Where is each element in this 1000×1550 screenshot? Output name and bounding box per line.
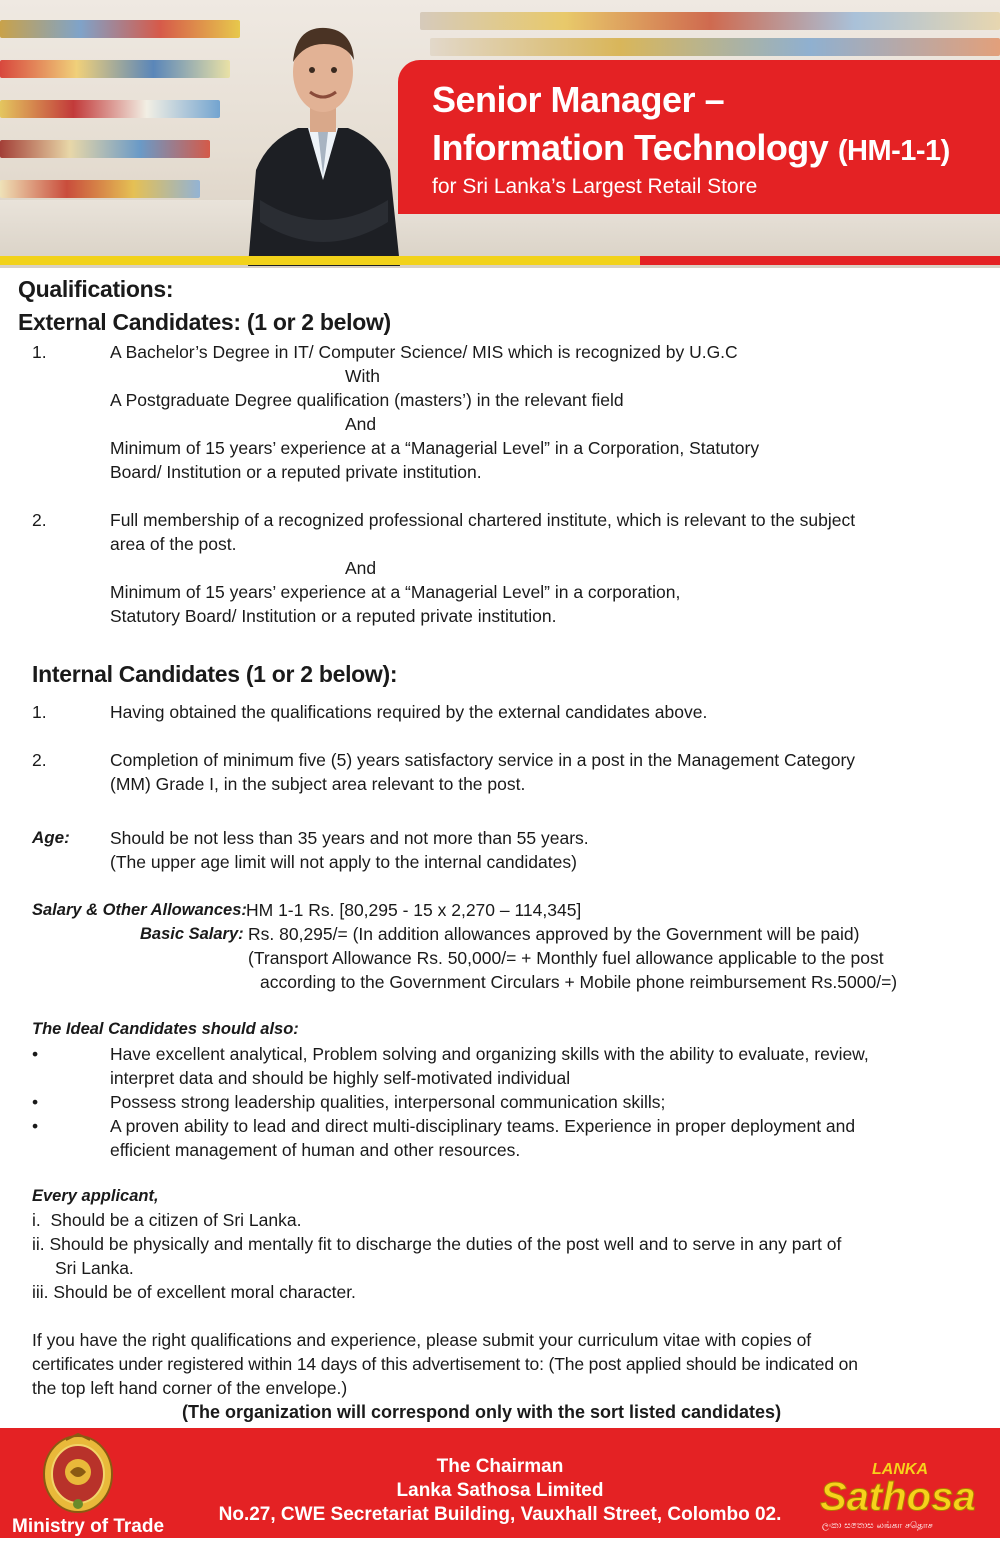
basic-salary-line: Rs. 80,295/= (In addition allowances approved by the Government will be paid)	[248, 924, 860, 944]
footer-address-line: Lanka Sathosa Limited	[396, 1480, 604, 1501]
external-item-line: Minimum of 15 years’ experience at a “Managerial Level” in a corporation,	[110, 582, 681, 602]
age-line: Should be not less than 35 years and not more than 55 years.	[110, 828, 589, 848]
applicant-item: i. Should be a citizen of Sri Lanka.	[32, 1210, 302, 1230]
bullet-icon: •	[32, 1092, 39, 1112]
job-title-box	[398, 60, 1000, 214]
job-title-line2	[432, 128, 950, 171]
external-item-line: Board/ Institution or a reputed private institution.	[110, 462, 482, 482]
qualifications-heading: Qualifications:	[18, 276, 174, 302]
logo-tagline: ලංකා සතොස லங்கா சதொச	[822, 1521, 933, 1531]
shelf-decoration	[0, 20, 240, 38]
basic-salary-line: according to the Government Circulars + Mobile phone reimbursement Rs.5000/=)	[260, 972, 898, 992]
submission-line: If you have the right qualifications and experience, please submit your curriculum vitae with copies of	[32, 1330, 812, 1350]
external-item-connector: And	[345, 414, 377, 434]
job-subtitle: for Sri Lanka’s Largest Retail Store	[432, 175, 758, 198]
job-title-text: Information Technology	[432, 127, 829, 168]
shelf-decoration	[0, 140, 210, 158]
external-candidates-heading: External Candidates: (1 or 2 below)	[18, 309, 391, 335]
external-item-line: A Bachelor’s Degree in IT/ Computer Science/ MIS which is recognized by U.G.C	[110, 342, 738, 362]
shelf-decoration	[0, 60, 230, 78]
logo-lanka-text: LANKA	[872, 1461, 928, 1478]
ideal-item-line: Possess strong leadership qualities, interpersonal communication skills;	[110, 1092, 666, 1112]
internal-candidates-heading: Internal Candidates (1 or 2 below):	[32, 661, 398, 687]
applicant-item: ii. Should be physically and mentally fit to discharge the duties of the post well and to serve in any part of	[32, 1234, 842, 1254]
lanka-sathosa-logo	[818, 1456, 990, 1536]
ideal-item-line: Have excellent analytical, Problem solving and organizing skills with the ability to evaluate, review,	[110, 1044, 869, 1064]
external-item-line: Statutory Board/ Institution or a reputed private institution.	[110, 606, 557, 626]
bullet-icon: •	[32, 1116, 39, 1136]
job-code: (HM-1-1)	[837, 135, 950, 167]
submission-line: the top left hand corner of the envelope.)	[32, 1378, 348, 1398]
shelf-decoration	[0, 100, 220, 118]
national-emblem-icon	[40, 1432, 116, 1514]
footer	[0, 1428, 1000, 1550]
bullet-icon: •	[32, 1044, 39, 1064]
businessman-image	[238, 0, 408, 266]
red-stripe	[640, 256, 1000, 265]
shelf-decoration	[430, 38, 1000, 56]
internal-item-line: Completion of minimum five (5) years satisfactory service in a post in the Management Category	[110, 750, 856, 770]
shelf-decoration	[0, 180, 200, 198]
ideal-item-line: efficient management of human and other resources.	[110, 1140, 521, 1160]
external-item-line: area of the post.	[110, 534, 237, 554]
internal-item-number: 2.	[32, 750, 47, 770]
shelf-decoration	[420, 12, 1000, 30]
external-item-line: Full membership of a recognized professional chartered institute, which is relevant to the subject	[110, 510, 856, 530]
basic-salary-line: (Transport Allowance Rs. 50,000/= + Monthly fuel allowance applicable to the post	[248, 948, 884, 968]
header-banner	[0, 0, 1000, 268]
external-item-number: 1.	[32, 342, 47, 362]
age-line: (The upper age limit will not apply to the internal candidates)	[110, 852, 577, 872]
every-applicant-heading: Every applicant,	[32, 1187, 159, 1205]
basic-salary-label: Basic Salary:	[140, 925, 244, 943]
footer-address-line: No.27, CWE Secretariat Building, Vauxhall Street, Colombo 02.	[218, 1504, 782, 1525]
shortlist-note: (The organization will correspond only with the sort listed candidates)	[182, 1402, 782, 1422]
external-item-line: A Postgraduate Degree qualification (masters’) in the relevant field	[110, 390, 624, 410]
ideal-item-line: interpret data and should be highly self-motivated individual	[110, 1068, 571, 1088]
salary-label: Salary & Other Allowances:	[32, 901, 247, 919]
applicant-item-continuation: Sri Lanka.	[55, 1258, 134, 1278]
ministry-of-trade: Ministry of Trade	[12, 1516, 165, 1537]
external-item-number: 2.	[32, 510, 47, 530]
age-label: Age:	[32, 828, 70, 847]
ideal-item-line: A proven ability to lead and direct multi-disciplinary teams. Experience in proper deployment and	[110, 1116, 856, 1136]
external-item-connector: And	[345, 558, 377, 578]
job-title-line1: Senior Manager –	[432, 79, 725, 120]
internal-item-line: Having obtained the qualifications required by the external candidates above.	[110, 702, 708, 722]
footer-address-line: The Chairman	[436, 1456, 564, 1477]
submission-line: certificates under registered within 14 days of this advertisement to: (The post applied should be indicated on	[32, 1354, 858, 1374]
salary-value: HM 1-1 Rs. [80,295 - 15 x 2,270 – 114,345]	[246, 900, 582, 920]
external-item-line: Minimum of 15 years’ experience at a “Managerial Level” in a Corporation, Statutory	[110, 438, 760, 458]
external-item-connector: With	[345, 366, 380, 386]
internal-item-number: 1.	[32, 702, 47, 722]
footer-bottom-edge	[0, 1538, 1000, 1550]
logo-sathosa-text: Sathosa	[820, 1475, 976, 1519]
yellow-stripe	[0, 256, 640, 265]
applicant-item: iii. Should be of excellent moral character.	[32, 1282, 356, 1302]
ideal-candidates-heading: The Ideal Candidates should also:	[32, 1020, 299, 1038]
internal-item-line: (MM) Grade I, in the subject area relevant to the post.	[110, 774, 526, 794]
